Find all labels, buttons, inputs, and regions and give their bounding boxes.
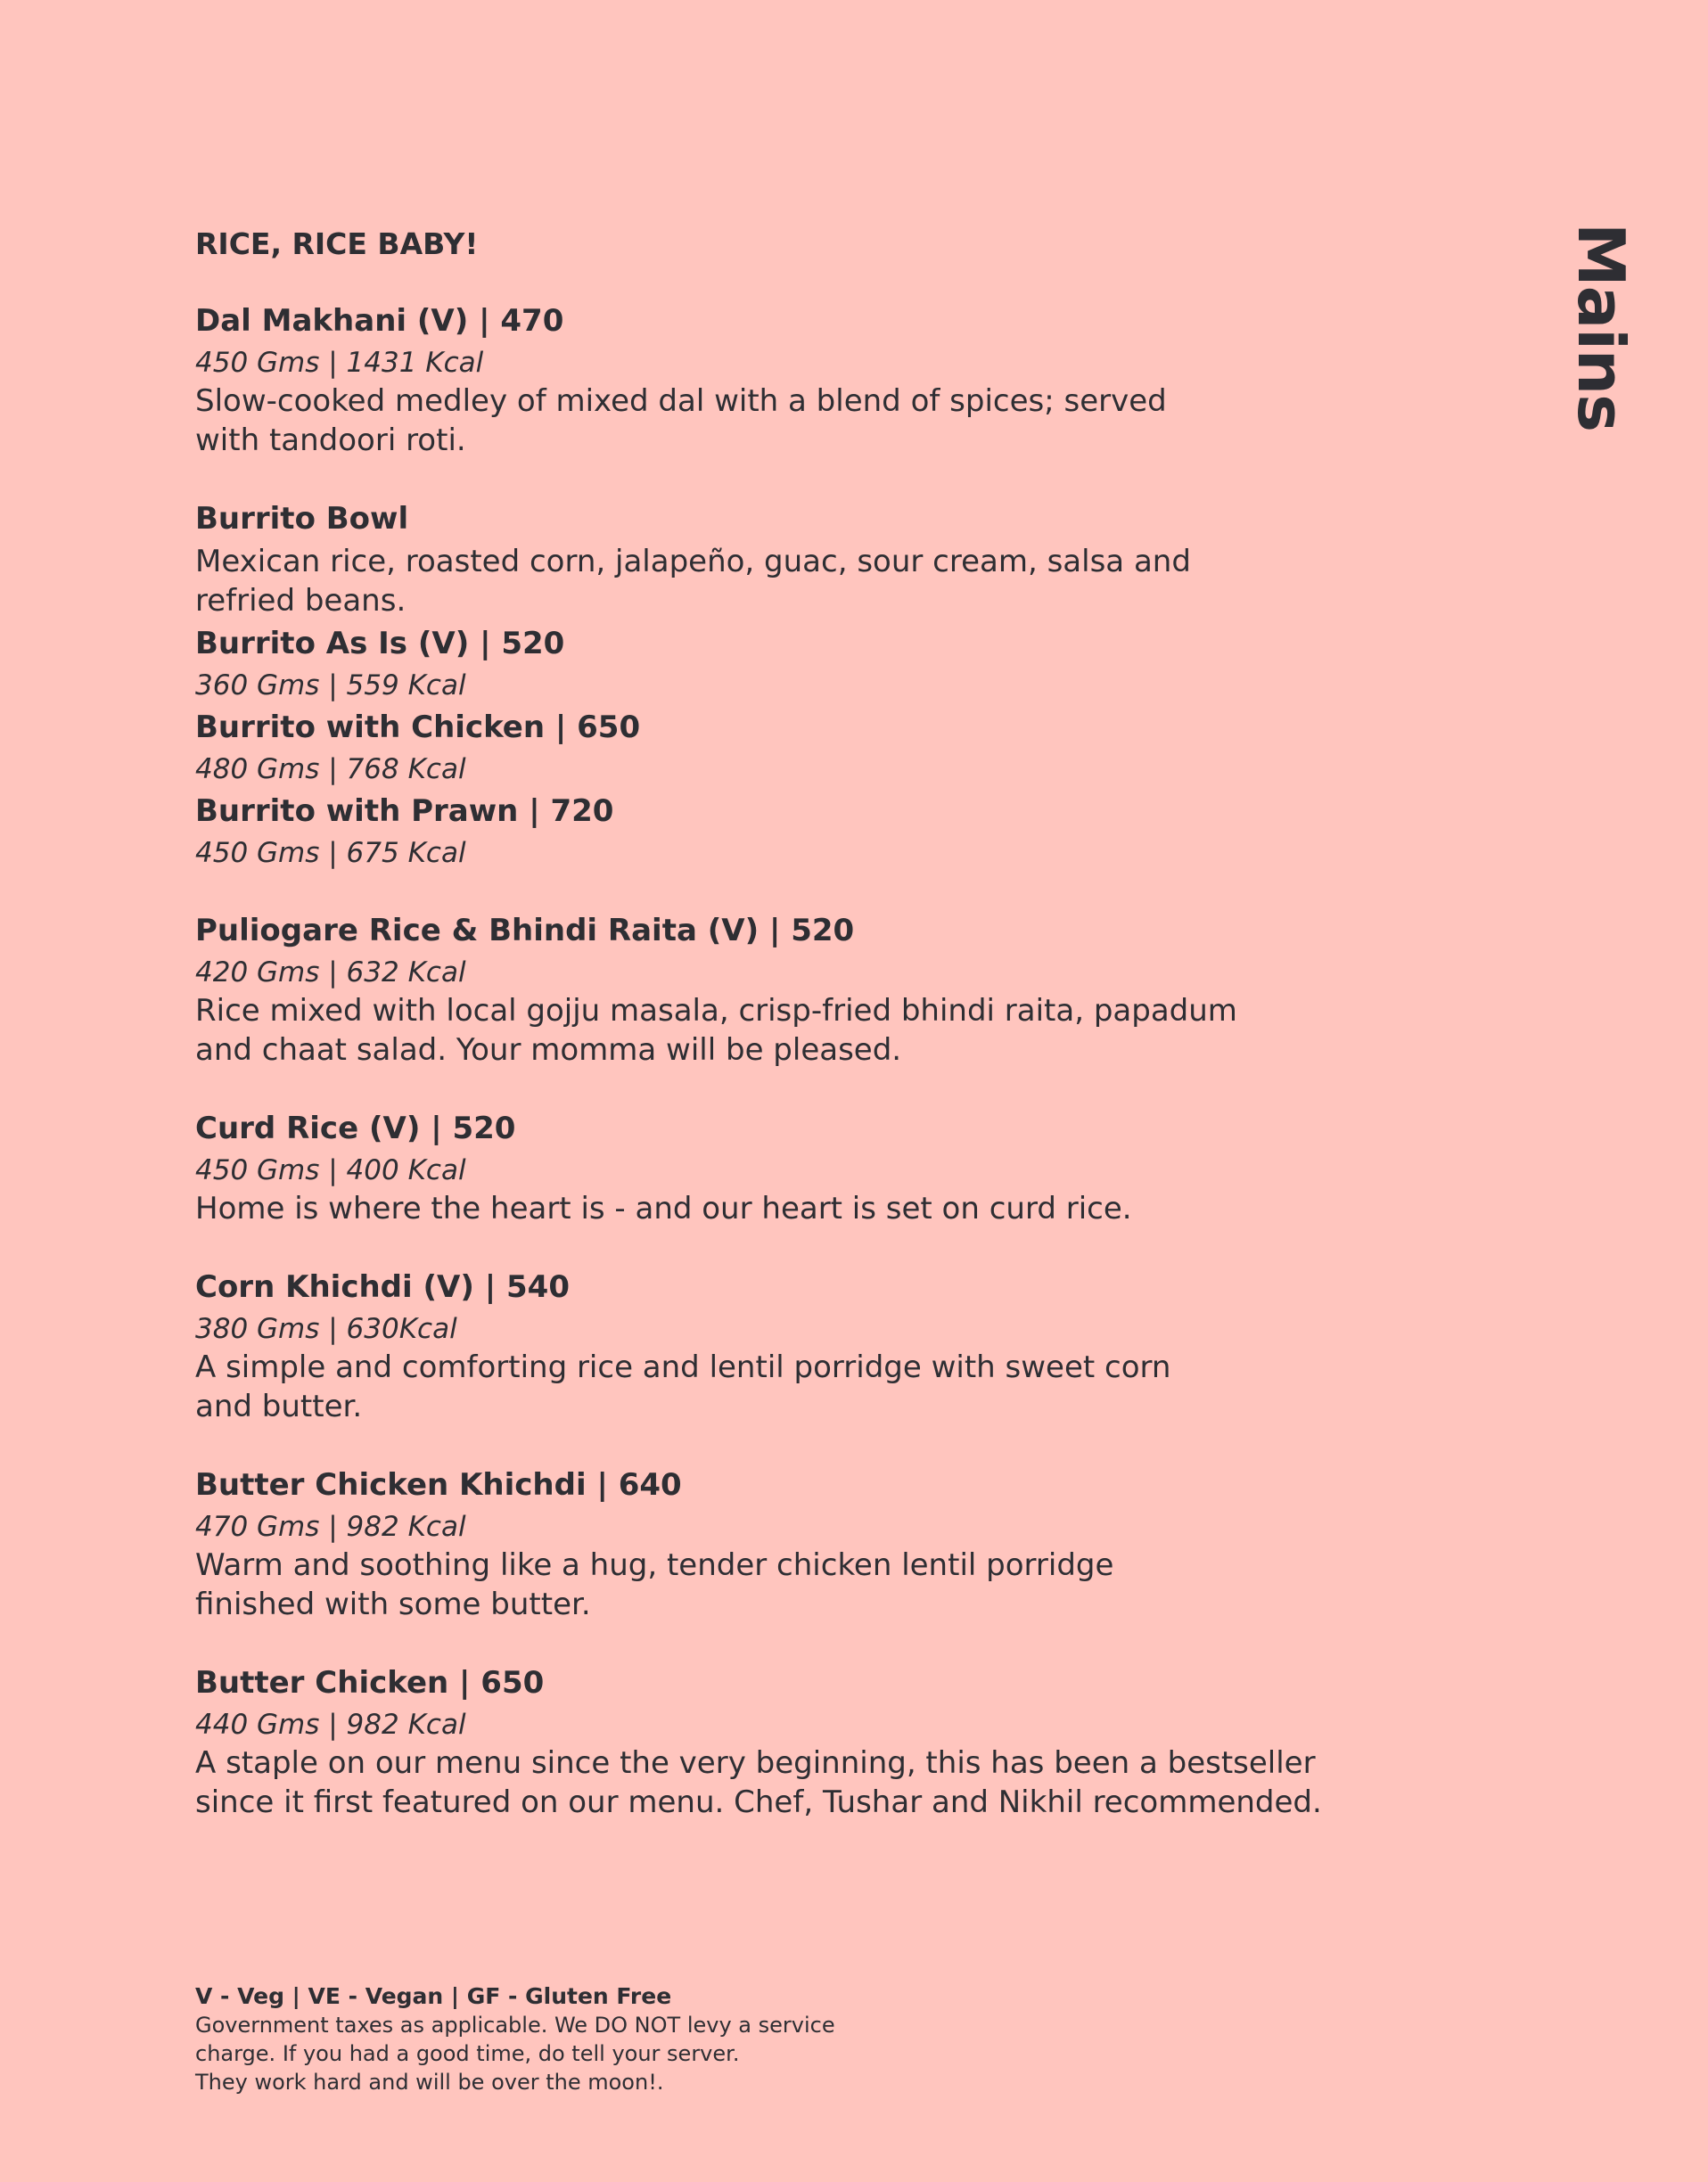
diet-legend: V - Veg | VE - Vegan | GF - Gluten Free: [195, 1983, 672, 2009]
item-name: Dal Makhani (V) | 470: [195, 303, 564, 339]
variant-meta: 360 Gms | 559 Kcal: [195, 669, 466, 701]
description-line: Mexican rice, roasted corn, jalapeño, guac, sour cream, salsa and: [195, 544, 1191, 579]
item-description: [195, 381, 1354, 460]
footer-note-line: Government taxes as applicable. We DO NOT levy a service: [195, 2013, 835, 2038]
description-line: refried beans.: [195, 583, 406, 619]
menu-item: [195, 907, 1354, 1070]
section-title: RICE, RICE BABY!: [195, 226, 479, 261]
item-description: [195, 991, 1354, 1070]
item-name: Burrito Bowl: [195, 501, 409, 537]
item-name: Puliogare Rice & Bhindi Raita (V) | 520: [195, 913, 855, 948]
description-line: Home is where the heart is - and our heart is set on curd rice.: [195, 1191, 1132, 1226]
menu-item: [195, 1462, 1354, 1624]
item-name: Corn Khichdi (V) | 540: [195, 1269, 570, 1305]
footer-note-line: charge. If you had a good time, do tell your server.: [195, 2041, 740, 2066]
description-line: Slow-cooked medley of mixed dal with a blend of spices; served: [195, 383, 1167, 419]
footer-note-line: They work hard and will be over the moon!.: [195, 2070, 664, 2095]
item-description: [195, 1546, 1354, 1624]
description-line: since it first featured on our menu. Chef, Tushar and Nikhil recommended.: [195, 1784, 1322, 1820]
item-variants: [195, 620, 1354, 872]
item-name: Butter Chicken | 650: [195, 1665, 545, 1701]
item-meta: 470 Gms | 982 Kcal: [195, 1511, 466, 1543]
item-meta: 440 Gms | 982 Kcal: [195, 1709, 466, 1741]
item-name: Butter Chicken Khichdi | 640: [195, 1467, 682, 1503]
item-meta: 450 Gms | 1431 Kcal: [195, 347, 484, 379]
footer: [195, 1982, 998, 2096]
menu-item: [195, 496, 1354, 872]
description-line: Rice mixed with local gojju masala, crisp-fried bhindi raita, papadum: [195, 993, 1237, 1029]
variant-meta: 450 Gms | 675 Kcal: [195, 837, 466, 869]
menu-item: [195, 1105, 1354, 1228]
item-meta: 450 Gms | 400 Kcal: [195, 1154, 466, 1186]
item-description: [195, 1743, 1354, 1822]
menu-item: [195, 298, 1354, 460]
description-line: A staple on our menu since the very beginning, this has been a bestseller: [195, 1745, 1316, 1781]
item-description: [195, 542, 1354, 620]
menu-item: [195, 1660, 1354, 1822]
variant-name: Burrito with Prawn | 720: [195, 793, 614, 829]
variant-name: Burrito As Is (V) | 520: [195, 626, 565, 661]
item-name: Curd Rice (V) | 520: [195, 1111, 516, 1146]
variant-name: Burrito with Chicken | 650: [195, 710, 641, 745]
description-line: Warm and soothing like a hug, tender chicken lentil porridge: [195, 1547, 1114, 1583]
menu-item: [195, 1264, 1354, 1426]
description-line: and chaat salad. Your momma will be pleased.: [195, 1032, 902, 1068]
item-meta: 380 Gms | 630Kcal: [195, 1313, 457, 1345]
item-description: [195, 1189, 1354, 1228]
page-title: Mains: [1564, 223, 1638, 432]
item-meta: 420 Gms | 632 Kcal: [195, 956, 466, 988]
item-description: [195, 1348, 1354, 1426]
variant-meta: 480 Gms | 768 Kcal: [195, 753, 466, 785]
menu-section: [195, 221, 1354, 1858]
description-line: with tandoori roti.: [195, 422, 466, 458]
footer-notes: [195, 2011, 998, 2096]
description-line: and butter.: [195, 1389, 363, 1424]
description-line: A simple and comforting rice and lentil porridge with sweet corn: [195, 1349, 1171, 1385]
description-line: finished with some butter.: [195, 1587, 591, 1622]
